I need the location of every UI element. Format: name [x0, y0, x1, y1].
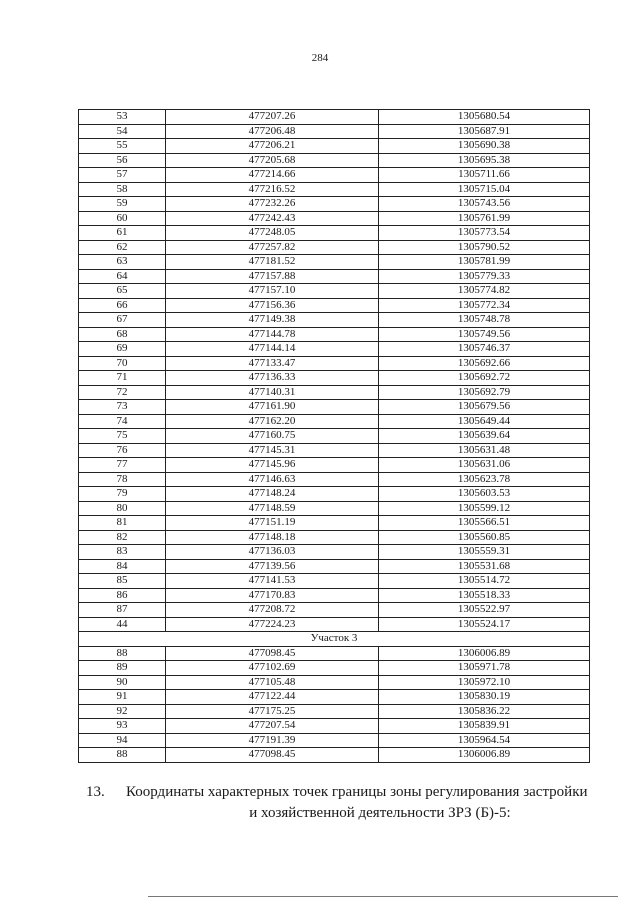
y-coordinate-cell: 1305772.34 — [379, 298, 590, 313]
table-row — [79, 646, 590, 661]
point-number-cell: 54 — [79, 124, 166, 139]
point-number-cell: 58 — [79, 182, 166, 197]
point-number-cell: 44 — [79, 617, 166, 632]
point-number-cell: 80 — [79, 501, 166, 516]
point-number-cell: 59 — [79, 197, 166, 212]
x-coordinate-cell: 477232.26 — [166, 197, 379, 212]
x-coordinate-cell: 477160.75 — [166, 429, 379, 444]
point-number-cell: 62 — [79, 240, 166, 255]
point-number-cell: 65 — [79, 284, 166, 299]
table-row — [79, 588, 590, 603]
y-coordinate-cell: 1305743.56 — [379, 197, 590, 212]
y-coordinate-cell: 1305774.82 — [379, 284, 590, 299]
table-row — [79, 704, 590, 719]
table-row — [79, 719, 590, 734]
y-coordinate-cell: 1305679.56 — [379, 400, 590, 415]
table-row — [79, 443, 590, 458]
y-coordinate-cell: 1305830.19 — [379, 690, 590, 705]
y-coordinate-cell: 1305522.97 — [379, 603, 590, 618]
x-coordinate-cell: 477098.45 — [166, 748, 379, 763]
y-coordinate-cell: 1306006.89 — [379, 646, 590, 661]
point-number-cell: 74 — [79, 414, 166, 429]
point-number-cell: 90 — [79, 675, 166, 690]
x-coordinate-cell: 477105.48 — [166, 675, 379, 690]
table-row — [79, 110, 590, 125]
table-row — [79, 559, 590, 574]
y-coordinate-cell: 1305715.04 — [379, 182, 590, 197]
point-number-cell: 72 — [79, 385, 166, 400]
y-coordinate-cell: 1305839.91 — [379, 719, 590, 734]
table-row — [79, 516, 590, 531]
x-coordinate-cell: 477206.21 — [166, 139, 379, 154]
y-coordinate-cell: 1306006.89 — [379, 748, 590, 763]
y-coordinate-cell: 1305971.78 — [379, 661, 590, 676]
x-coordinate-cell: 477148.18 — [166, 530, 379, 545]
point-number-cell: 69 — [79, 342, 166, 357]
y-coordinate-cell: 1305639.64 — [379, 429, 590, 444]
x-coordinate-cell: 477136.03 — [166, 545, 379, 560]
x-coordinate-cell: 477144.14 — [166, 342, 379, 357]
point-number-cell: 94 — [79, 733, 166, 748]
x-coordinate-cell: 477149.38 — [166, 313, 379, 328]
y-coordinate-cell: 1305599.12 — [379, 501, 590, 516]
table-row — [79, 748, 590, 763]
coordinates-table-body — [79, 110, 590, 763]
table-row — [79, 487, 590, 502]
table-row — [79, 168, 590, 183]
point-number-cell: 70 — [79, 356, 166, 371]
x-coordinate-cell: 477141.53 — [166, 574, 379, 589]
y-coordinate-cell: 1305531.68 — [379, 559, 590, 574]
x-coordinate-cell: 477207.54 — [166, 719, 379, 734]
x-coordinate-cell: 477208.72 — [166, 603, 379, 618]
x-coordinate-cell: 477156.36 — [166, 298, 379, 313]
point-number-cell: 60 — [79, 211, 166, 226]
table-row — [79, 153, 590, 168]
y-coordinate-cell: 1305566.51 — [379, 516, 590, 531]
point-number-cell: 57 — [79, 168, 166, 183]
y-coordinate-cell: 1305690.38 — [379, 139, 590, 154]
y-coordinate-cell: 1305972.10 — [379, 675, 590, 690]
x-coordinate-cell: 477148.59 — [166, 501, 379, 516]
x-coordinate-cell: 477145.96 — [166, 458, 379, 473]
x-coordinate-cell: 477242.43 — [166, 211, 379, 226]
point-number-cell: 81 — [79, 516, 166, 531]
x-coordinate-cell: 477216.52 — [166, 182, 379, 197]
point-number-cell: 87 — [79, 603, 166, 618]
y-coordinate-cell: 1305746.37 — [379, 342, 590, 357]
y-coordinate-cell: 1305524.17 — [379, 617, 590, 632]
x-coordinate-cell: 477139.56 — [166, 559, 379, 574]
y-coordinate-cell: 1305559.31 — [379, 545, 590, 560]
point-number-cell: 79 — [79, 487, 166, 502]
table-row — [79, 545, 590, 560]
x-coordinate-cell: 477170.83 — [166, 588, 379, 603]
table-row — [79, 124, 590, 139]
point-number-cell: 84 — [79, 559, 166, 574]
x-coordinate-cell: 477140.31 — [166, 385, 379, 400]
x-coordinate-cell: 477191.39 — [166, 733, 379, 748]
x-coordinate-cell: 477136.33 — [166, 371, 379, 386]
y-coordinate-cell: 1305773.54 — [379, 226, 590, 241]
x-coordinate-cell: 477161.90 — [166, 400, 379, 415]
y-coordinate-cell: 1305711.66 — [379, 168, 590, 183]
x-coordinate-cell: 477102.69 — [166, 661, 379, 676]
y-coordinate-cell: 1305560.85 — [379, 530, 590, 545]
point-number-cell: 67 — [79, 313, 166, 328]
table-row — [79, 298, 590, 313]
point-number-cell: 61 — [79, 226, 166, 241]
table-row — [79, 690, 590, 705]
table-row — [79, 414, 590, 429]
y-coordinate-cell: 1305623.78 — [379, 472, 590, 487]
y-coordinate-cell: 1305748.78 — [379, 313, 590, 328]
point-number-cell: 55 — [79, 139, 166, 154]
x-coordinate-cell: 477157.10 — [166, 284, 379, 299]
y-coordinate-cell: 1305695.38 — [379, 153, 590, 168]
table-row — [79, 617, 590, 632]
coordinates-table — [78, 109, 590, 763]
table-row — [79, 356, 590, 371]
y-coordinate-cell: 1305649.44 — [379, 414, 590, 429]
x-coordinate-cell: 477224.23 — [166, 617, 379, 632]
table-row — [79, 371, 590, 386]
page-number: 284 — [311, 52, 329, 64]
y-coordinate-cell: 1305631.48 — [379, 443, 590, 458]
x-coordinate-cell: 477144.78 — [166, 327, 379, 342]
table-row — [79, 661, 590, 676]
x-coordinate-cell: 477205.68 — [166, 153, 379, 168]
table-row — [79, 182, 590, 197]
x-coordinate-cell: 477148.24 — [166, 487, 379, 502]
point-number-cell: 53 — [79, 110, 166, 125]
point-number-cell: 82 — [79, 530, 166, 545]
point-number-cell: 92 — [79, 704, 166, 719]
point-number-cell: 73 — [79, 400, 166, 415]
point-number-cell: 66 — [79, 298, 166, 313]
section-label: Участок 3 — [79, 632, 590, 647]
x-coordinate-cell: 477214.66 — [166, 168, 379, 183]
x-coordinate-cell: 477206.48 — [166, 124, 379, 139]
y-coordinate-cell: 1305687.91 — [379, 124, 590, 139]
table-row — [79, 675, 590, 690]
point-number-cell: 63 — [79, 255, 166, 270]
table-row — [79, 429, 590, 444]
point-number-cell: 77 — [79, 458, 166, 473]
y-coordinate-cell: 1305781.99 — [379, 255, 590, 270]
table-row — [79, 139, 590, 154]
x-coordinate-cell: 477157.88 — [166, 269, 379, 284]
point-number-cell: 75 — [79, 429, 166, 444]
x-coordinate-cell: 477133.47 — [166, 356, 379, 371]
x-coordinate-cell: 477146.63 — [166, 472, 379, 487]
table-row — [79, 269, 590, 284]
point-number-cell: 78 — [79, 472, 166, 487]
y-coordinate-cell: 1305518.33 — [379, 588, 590, 603]
y-coordinate-cell: 1305790.52 — [379, 240, 590, 255]
table-row — [79, 226, 590, 241]
table-row — [79, 472, 590, 487]
point-number-cell: 88 — [79, 748, 166, 763]
y-coordinate-cell: 1305603.53 — [379, 487, 590, 502]
table-row — [79, 255, 590, 270]
y-coordinate-cell: 1305631.06 — [379, 458, 590, 473]
y-coordinate-cell: 1305692.72 — [379, 371, 590, 386]
section-number: 13. — [86, 784, 105, 800]
table-row — [79, 400, 590, 415]
x-coordinate-cell: 477175.25 — [166, 704, 379, 719]
point-number-cell: 88 — [79, 646, 166, 661]
point-number-cell: 86 — [79, 588, 166, 603]
table-row — [79, 603, 590, 618]
point-number-cell: 64 — [79, 269, 166, 284]
y-coordinate-cell: 1305692.79 — [379, 385, 590, 400]
point-number-cell: 56 — [79, 153, 166, 168]
table-row — [79, 530, 590, 545]
table-row — [79, 733, 590, 748]
bottom-divider — [148, 896, 618, 897]
y-coordinate-cell: 1305680.54 — [379, 110, 590, 125]
section-heading-line-1: Координаты характерных точек границы зоны регулирования застройки — [126, 784, 588, 800]
section-heading-line-2: и хозяйственной деятельности ЗРЗ (Б)-5: — [249, 805, 511, 821]
x-coordinate-cell: 477098.45 — [166, 646, 379, 661]
table-row — [79, 211, 590, 226]
x-coordinate-cell: 477248.05 — [166, 226, 379, 241]
x-coordinate-cell: 477207.26 — [166, 110, 379, 125]
y-coordinate-cell: 1305836.22 — [379, 704, 590, 719]
point-number-cell: 89 — [79, 661, 166, 676]
x-coordinate-cell: 477145.31 — [166, 443, 379, 458]
point-number-cell: 93 — [79, 719, 166, 734]
table-row — [79, 327, 590, 342]
point-number-cell: 68 — [79, 327, 166, 342]
table-row — [79, 385, 590, 400]
y-coordinate-cell: 1305749.56 — [379, 327, 590, 342]
table-row — [79, 197, 590, 212]
point-number-cell: 76 — [79, 443, 166, 458]
table-row — [79, 342, 590, 357]
table-row — [79, 458, 590, 473]
y-coordinate-cell: 1305692.66 — [379, 356, 590, 371]
point-number-cell: 91 — [79, 690, 166, 705]
y-coordinate-cell: 1305514.72 — [379, 574, 590, 589]
y-coordinate-cell: 1305779.33 — [379, 269, 590, 284]
x-coordinate-cell: 477122.44 — [166, 690, 379, 705]
x-coordinate-cell: 477257.82 — [166, 240, 379, 255]
point-number-cell: 71 — [79, 371, 166, 386]
table-row — [79, 574, 590, 589]
section-row — [79, 632, 590, 647]
y-coordinate-cell: 1305761.99 — [379, 211, 590, 226]
x-coordinate-cell: 477162.20 — [166, 414, 379, 429]
x-coordinate-cell: 477151.19 — [166, 516, 379, 531]
table-row — [79, 284, 590, 299]
x-coordinate-cell: 477181.52 — [166, 255, 379, 270]
table-row — [79, 313, 590, 328]
table-row — [79, 240, 590, 255]
table-row — [79, 501, 590, 516]
point-number-cell: 85 — [79, 574, 166, 589]
point-number-cell: 83 — [79, 545, 166, 560]
y-coordinate-cell: 1305964.54 — [379, 733, 590, 748]
